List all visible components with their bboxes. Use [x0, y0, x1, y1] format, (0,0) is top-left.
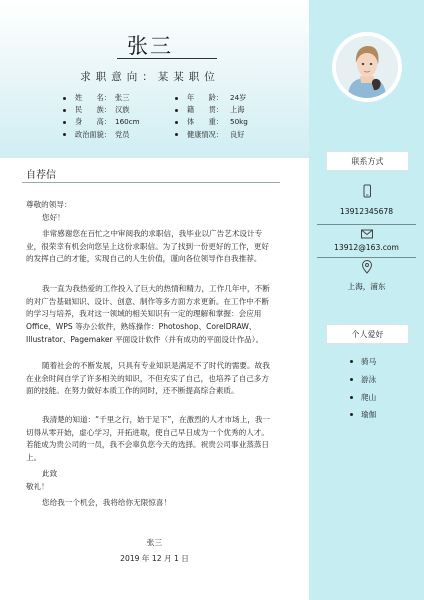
contact-phone: 13912345678	[339, 207, 394, 216]
bullet-icon	[175, 133, 178, 136]
info-row	[175, 129, 248, 141]
section-title: 自荐信	[26, 170, 56, 181]
info-row	[63, 116, 140, 128]
info-value: 160cm	[115, 117, 140, 127]
hobby-label: 游泳	[361, 375, 377, 384]
bullet-icon	[350, 360, 353, 363]
info-row	[63, 129, 140, 141]
hobby-item	[350, 392, 376, 403]
bullet-icon	[350, 396, 353, 399]
info-row	[175, 92, 248, 104]
info-label: 籍 贯：	[187, 105, 223, 115]
divider	[317, 257, 416, 258]
info-value: 党员	[115, 129, 130, 139]
bullet-icon	[175, 121, 178, 124]
letter-paragraph: 随着社会的不断发展，只具有专业知识是满足不了时代的需要。故我在业余时间自学了许多相关的知识，不但充实了自己，也培养了自己多方面的技能。在努力做好本质工作的同时，还不断提高综合素质。	[26, 361, 270, 396]
bullet-icon	[350, 378, 353, 381]
info-row	[175, 104, 248, 116]
letter-closing-1: 此致	[42, 469, 58, 478]
hobby-label: 瑜伽	[361, 410, 377, 419]
info-label: 姓 名：	[75, 93, 111, 102]
letter-paragraph: 非常感谢您在百忙之中审阅我的求职信，我毕业以广告艺术设计专业，很荣幸有机会向您呈上这份求职信。为了找到一份更好的工作，更好的发挥自己的才能，实现自己的人生价值，谨向各位领导作自我推荐。	[26, 229, 269, 264]
hobby-label: 爬山	[361, 393, 377, 402]
hobby-item	[350, 374, 376, 385]
section-divider	[22, 182, 280, 183]
bullet-icon	[350, 413, 353, 416]
letter-salutation: 尊敬的领导：	[26, 200, 72, 209]
info-label: 身 高：	[75, 117, 111, 127]
info-value: 良好	[230, 129, 245, 139]
hobby-section-title: 个人爱好	[326, 324, 409, 344]
hobby-label: 骑马	[361, 357, 377, 366]
letter-closing-2: 敬礼！	[26, 482, 49, 491]
hobby-item	[350, 409, 376, 420]
letter-greeting: 您好！	[42, 213, 65, 222]
name-underline	[117, 58, 217, 59]
info-row	[175, 116, 248, 128]
info-value: 汉族	[115, 105, 130, 115]
avatar	[332, 32, 402, 102]
info-value: 张三	[115, 93, 130, 102]
location-pin-icon	[360, 260, 374, 274]
hobby-item	[350, 356, 376, 367]
bullet-icon	[63, 133, 66, 136]
bullet-icon	[175, 109, 178, 112]
basic-info-right	[175, 92, 248, 141]
header-band	[0, 0, 309, 158]
letter-final-line: 您给我一个机会，我将给你无限惊喜！	[42, 498, 172, 507]
basic-info-left	[63, 92, 140, 141]
contact-location: 上海，浦东	[347, 282, 386, 291]
job-objective: 求职意向：某某职位	[80, 71, 220, 83]
letter-paragraph: 我清楚的知道：“千里之行，始于足下”，在激烈的人才市场上，我一切得从零开始，虚心学习，开拓进取，使自己早日成为一个优秀的人才。若能成为贵公司的一员，我不会辜负您今天的选择。祝贵公司事业蒸蒸日上。	[26, 415, 271, 463]
info-row	[63, 92, 140, 104]
bullet-icon	[175, 97, 178, 100]
divider	[317, 224, 416, 225]
letter-paragraph: 我一直为我热爱的工作投入了巨大的热情和精力，工作几年中，不断的对广告基础知识、设计、创意、制作等多方面方求更新。在工作中不断的学习与培养，我对这一领域的相关知识有一定的理解和掌握：会应用 Office、WPS 等办公软件，熟练操作：Photoshop、CorelDRAW、Illustrator、Pagemaker 平面设计软件（并有成功的平面设计作品）。	[26, 284, 270, 344]
bullet-icon	[63, 109, 66, 112]
contact-section-title: 联系方式	[326, 151, 409, 171]
info-row	[63, 104, 140, 116]
phone-icon	[360, 184, 374, 198]
info-label: 政治面貌：	[75, 129, 111, 139]
info-value: 上海	[230, 105, 245, 115]
info-value: 50kg	[230, 117, 248, 127]
signature-date: 2019 年 12 月 1 日	[120, 554, 189, 563]
info-label: 体 重：	[187, 117, 223, 127]
info-value: 24岁	[230, 93, 247, 102]
bullet-icon	[63, 121, 66, 124]
candidate-name: 张三	[127, 34, 173, 58]
sidebar	[309, 0, 424, 600]
mail-icon	[360, 227, 374, 241]
contact-email: 13912@163.com	[334, 243, 399, 252]
avatar-photo	[336, 36, 398, 98]
info-label: 年 龄：	[187, 93, 223, 102]
bullet-icon	[63, 97, 66, 100]
signature-name: 张三	[146, 538, 163, 547]
info-label: 健康情况：	[187, 129, 223, 139]
info-label: 民 族：	[75, 105, 111, 115]
